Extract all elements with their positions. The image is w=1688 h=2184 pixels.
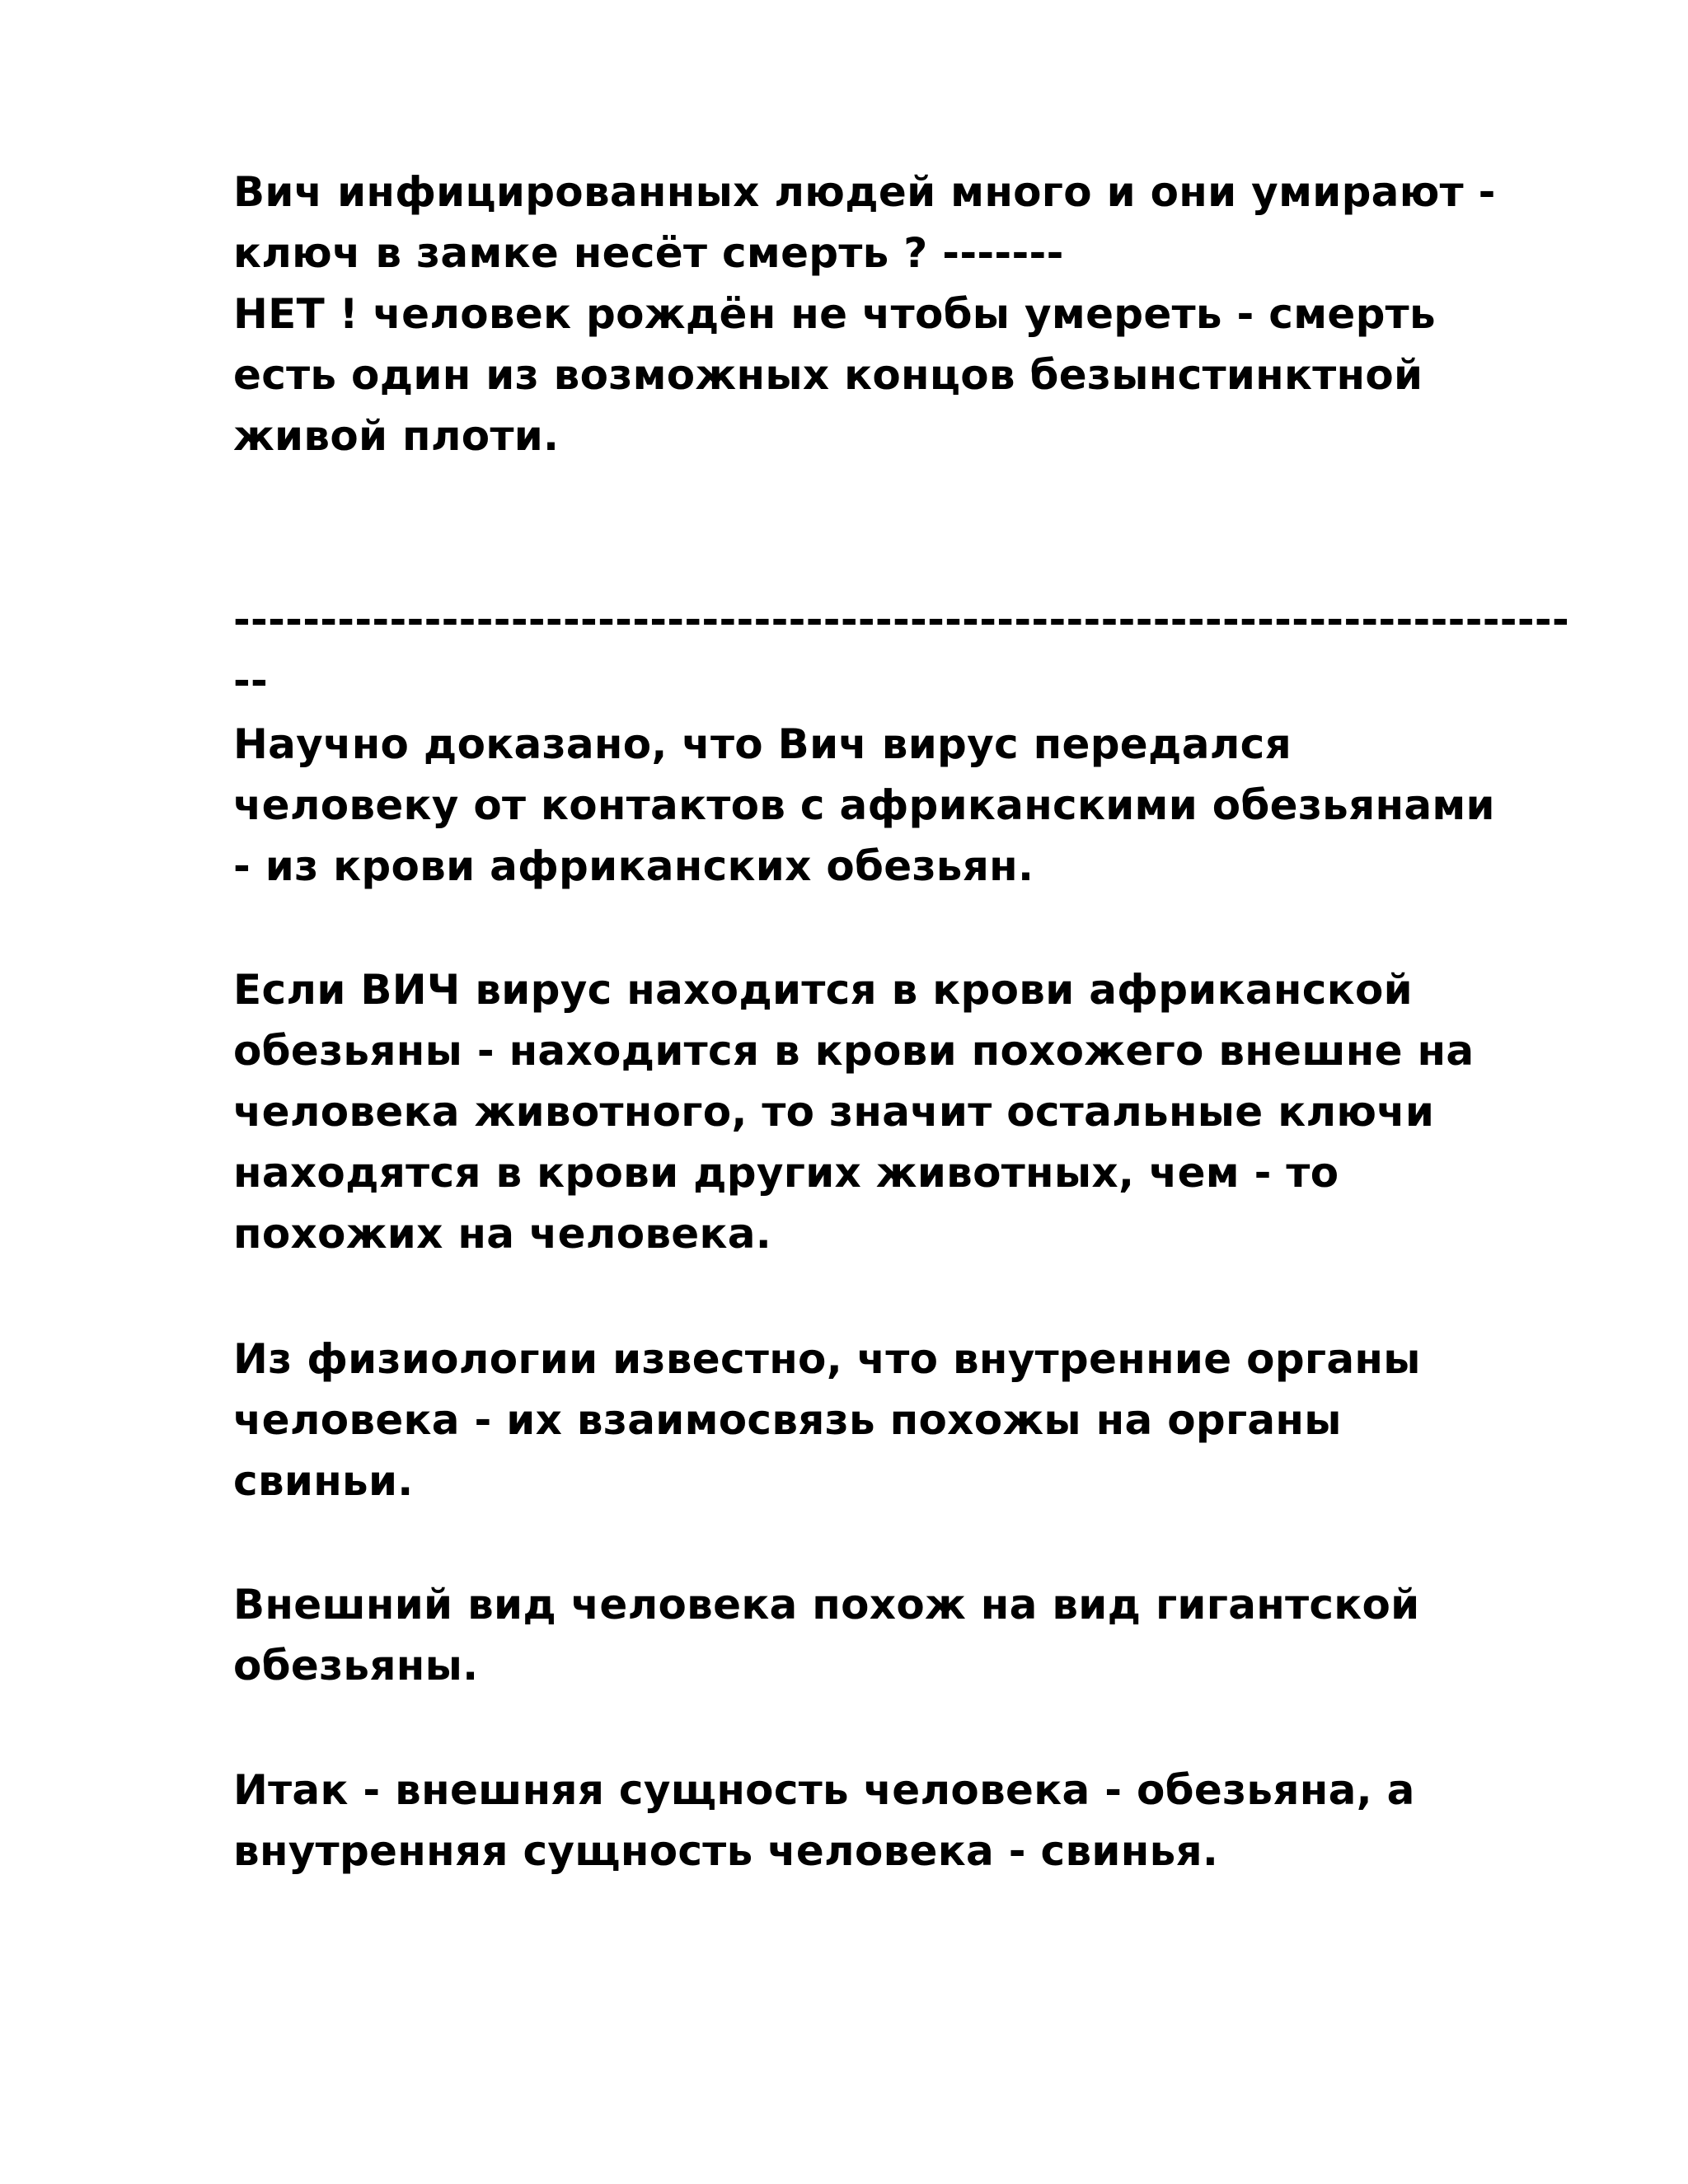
paragraph-appearance: Внешний вид человека похож на вид гигантской обезьяны. [233,1581,1420,1690]
paragraph-hiv-origin: Научно доказано, что Вич вирус передался человеку от контактов с африканскими обезьянами - из крови африканских обезьян. [233,720,1495,890]
paragraph-animal-blood-keys: Если ВИЧ вирус находится в крови африканской обезьяны - находится в крови похожего внешне на человека животного, то значит остальные ключи находятся в крови других животных, чем - то похожих на человека. [233,966,1475,1258]
paragraph-hiv-death-question: Вич инфицированных людей много и они умирают - ключ в замке несёт смерть ? ------- НЕТ ! человек рождён не чтобы умереть - смерть есть один из возможных концов безынстинктной живой плоти. [233,168,1496,460]
paragraph-physiology: Из физиологии известно, что внутренние органы человека - их взаимосвязь похожы на органы свиньи. [233,1335,1421,1505]
paragraph-conclusion: Итак - внешняя сущность человека - обезьяна, а внутренняя сущность человека - свинья. [233,1766,1415,1875]
dashed-separator: ------------------------------------------------------------------------------- [233,596,1569,705]
